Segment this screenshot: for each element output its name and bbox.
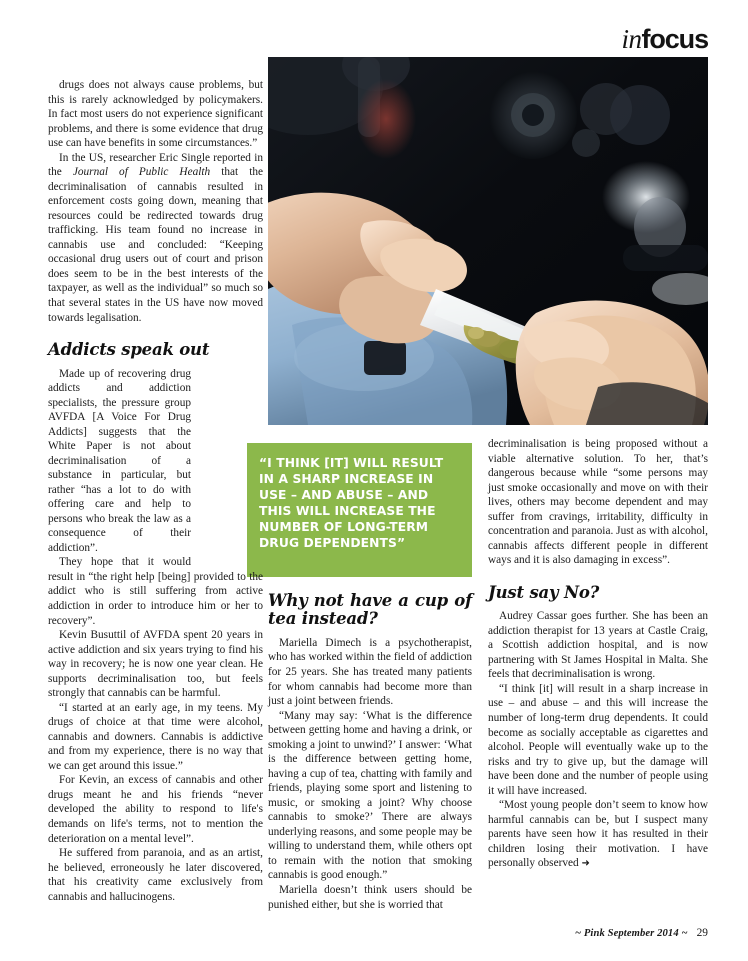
pull-quote-text: “I THINK [IT] WILL RESULT IN A SHARP INCREASE IN USE – AND ABUSE – AND THIS WILL INCREASE THE NUMBER OF LONG-TERM DRUG DEPENDENTS”: [259, 456, 444, 550]
paragraph: decriminalisation is being proposed without a viable alternative solution. To her, that’s dangerous because while “some persons may just smoke occasionally and move on with their lives, others may become dependent and may suffer from cravings, irritability, difficulty in concentration and paranoia. Just as with alcohol, cannabis affects different people in different ways and it is also damaging in excess”.: [488, 438, 708, 567]
section-heading-tea: Why not have a cup of tea instead?: [268, 591, 472, 629]
text-column-1: [48, 78, 263, 904]
issue-label: ~ Pink September 2014 ~: [574, 928, 688, 939]
magazine-masthead: [621, 26, 708, 53]
paragraph-tail: that the decriminalisation of cannabis resulted in enforcement costs going down, meaning that resources could be redirected towards drug trafficking. His team found no increase in cannabis use and concluded: “Keeping occasional drug users out of court and prison does seem to be in the best interests of the taxpayer, as well as the individual” so much so that several states in the US have now moved towards legalisation.: [48, 166, 264, 324]
paragraph: [48, 151, 263, 325]
section-heading-addicts: Addicts speak out: [48, 340, 210, 360]
journal-title: Journal of Public Health: [72, 166, 211, 179]
paragraph: “Many may say: ‘What is the difference between getting home and having a drink, or smoking a joint to unwind?’ I answer: ‘What is the difference between getting home, having a cup of tea, chatting with family and friends, playing some sport and listening to music, or smoking a joint? Why choose cannabis to smoke?’ There are always underlying reasons, and some people may be willing to understand them, while others opt to remain with the notion that smoking cannabis is good enough.”: [268, 709, 472, 882]
paragraph: [488, 798, 708, 871]
paragraph: For Kevin, an excess of cannabis and other drugs meant he and his friends “never developed the ability to respond to life's demands on life's terms, not to mention the deterioration on a mental level”.: [48, 774, 263, 845]
paragraph: drugs does not always cause problems, but this is rarely acknowledged by policymakers. In fact most users do not experience significant problems, and there is some evidence that drug use can have benefits in some circumstances.”: [48, 79, 263, 150]
section-heading-justsayno: Just say No?: [488, 582, 600, 602]
pull-quote-box: [247, 443, 472, 577]
paragraph: Mariella Dimech is a psychotherapist, who has worked within the field of addiction for 25 years. She has treated many patients for whom cannabis had become more than just a joint between friends.: [268, 636, 472, 708]
page-number: 29: [696, 927, 708, 939]
masthead-focus-text: focus: [641, 24, 708, 54]
quote-wrap-shim: [191, 367, 263, 570]
paragraph: Mariella doesn’t think users should be punished either, but she is worried that: [268, 883, 472, 911]
paragraph: “I started at an early age, in my teens. My drugs of choice at that time were alcohol, cannabis and downers. Cannabis is addictive and from my experience, there is no way that we can get around this issue.”: [48, 701, 263, 772]
paragraph: Audrey Cassar goes further. She has been an addiction therapist for 13 years at Castle Craig, a Scottish addiction hospital, and is now partnering with St James Hospital in Malta. She feels that decriminalisation is wrong.: [488, 610, 708, 681]
photo-illustration: [268, 57, 708, 425]
paragraph: They hope that it would result in “the right help [being] provided to the addict who is still suffering from active addiction in order to introduce him or her to recovery”.: [48, 556, 263, 627]
paragraph: He suffered from paranoia, and as an artist, he believed, erroneously he later discovered, that his creativity came exclusively from cannabis and hallucinogens.: [48, 847, 263, 903]
text-column-3: [488, 437, 708, 871]
paragraph: Made up of recovering drug addicts and addiction specialists, the pressure group AVFDA [A Voice For Drug Addicts] suggests that the White Paper is not about decriminalisation of a substance in particular, but rather “has a lot to do with offering care and help to persons who break the law as a consequence of their addiction”.: [48, 367, 263, 556]
page-footer: [575, 927, 708, 939]
text-column-2: [268, 592, 472, 912]
article-photo: [268, 57, 708, 425]
paragraph: “I think [it] will result in a sharp increase in use – and abuse – and this will increase the number of long-term drug dependents. It could become as socially acceptable as cigarettes and alcohol. People will eventually wake up to the risks and try to give up, but the damage will have been done and the number of people using it will have increased.: [488, 682, 708, 797]
masthead-in-text: in: [621, 24, 642, 54]
paragraph: Kevin Busuttil of AVFDA spent 20 years in active addiction and six years trying to find his way in recovery; he is now one year clean. He supports decriminalisation too, but feels strongly that cannabis can be harmful.: [48, 629, 263, 700]
paragraph-lead: In the US, researcher Eric Single reported in the: [48, 151, 263, 179]
paragraph-text: “Most young people don’t seem to know how harmful cannabis can be, but I suspect many parents have seen how it has resulted in their children losing their motivation. I have personally observed: [488, 799, 708, 870]
continued-arrow-icon: ➜: [581, 858, 590, 870]
